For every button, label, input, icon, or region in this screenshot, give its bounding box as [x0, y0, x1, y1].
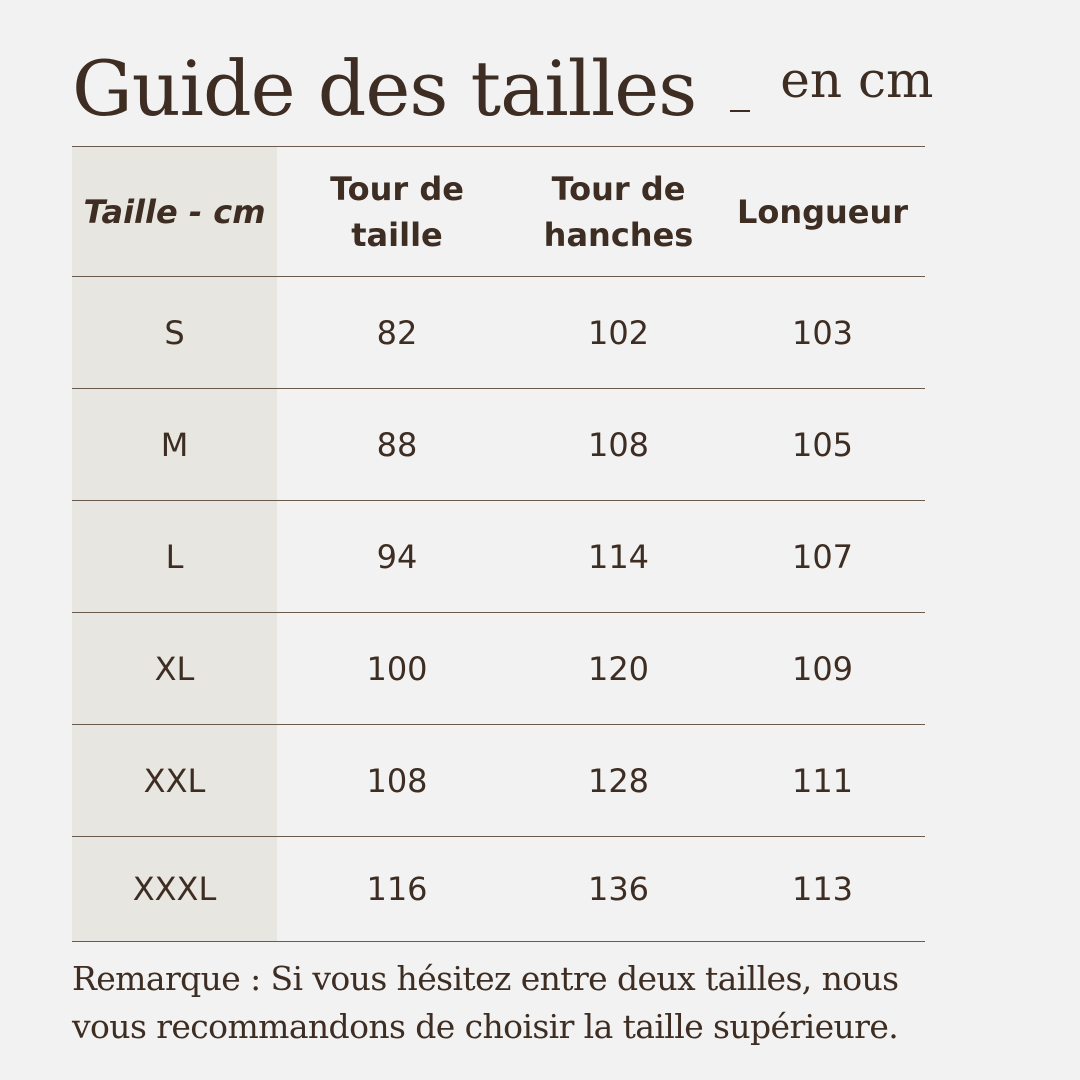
header-length-label: Longueur: [736, 192, 909, 231]
cell-waist: 88: [376, 425, 418, 464]
cell-size: S: [72, 277, 277, 388]
table-row: [72, 501, 925, 612]
page-title: Guide des tailles: [72, 44, 697, 133]
title-dash: [730, 110, 750, 112]
cell-size: XXL: [72, 725, 277, 836]
cell-length: 105: [791, 425, 854, 464]
note-line: Remarque : Si vous hésitez entre deux tailles, nous: [72, 959, 899, 998]
header-waist: [277, 147, 517, 276]
cell-hips: 108: [587, 425, 650, 464]
table-rule: [72, 941, 925, 942]
cell-length: 103: [791, 313, 854, 352]
header-waist-line2: taille: [351, 215, 443, 254]
header-waist-line1: Tour de: [330, 169, 464, 208]
cell-waist: 108: [366, 761, 428, 800]
cell-waist: 116: [366, 870, 428, 908]
cell-length: 111: [791, 761, 854, 800]
size-note: [72, 955, 1012, 1051]
header-length: [720, 147, 925, 276]
cell-waist: 100: [366, 649, 428, 688]
cell-size: XXXL: [72, 837, 277, 941]
header-hips-line2: hanches: [543, 215, 694, 254]
header-hips-line1: Tour de: [551, 169, 686, 208]
cell-hips: 120: [587, 649, 650, 688]
cell-hips: 102: [587, 313, 650, 352]
table-row: [72, 725, 925, 836]
cell-size: XL: [72, 613, 277, 724]
cell-waist: 82: [376, 313, 418, 352]
cell-size: M: [72, 389, 277, 500]
header-size-label: Taille - cm: [83, 192, 266, 231]
cell-hips: 114: [587, 537, 650, 576]
table-row: [72, 837, 925, 941]
cell-length: 109: [791, 649, 854, 688]
cell-hips: 136: [587, 870, 650, 908]
table-row: [72, 389, 925, 500]
note-line: vous recommandons de choisir la taille supérieure.: [72, 1007, 899, 1046]
header-hips: [517, 147, 720, 276]
table-row: [72, 613, 925, 724]
table-header-row: [72, 147, 925, 276]
unit-label: en cm: [780, 51, 934, 109]
table-row: [72, 277, 925, 388]
size-table: [72, 146, 925, 942]
cell-size: L: [72, 501, 277, 612]
cell-hips: 128: [587, 761, 650, 800]
header-size: [72, 147, 277, 276]
cell-length: 107: [791, 537, 854, 576]
cell-length: 113: [791, 870, 854, 908]
cell-waist: 94: [376, 537, 418, 576]
page-header: [72, 44, 933, 133]
